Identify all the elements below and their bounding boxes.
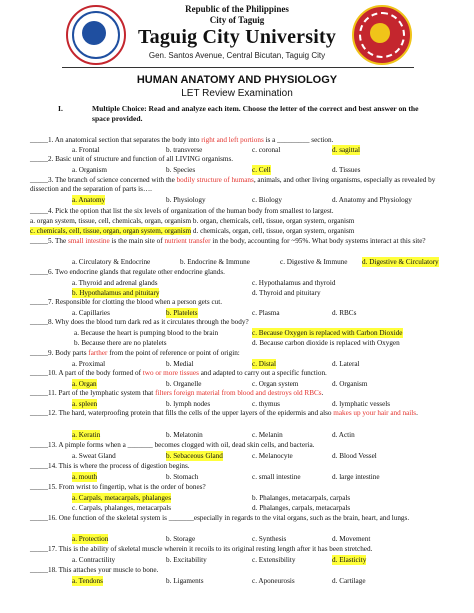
choices-11 <box>30 399 470 409</box>
choice-2c-answer: c. Cell <box>252 166 271 174</box>
choice-10c: c. Organ system <box>252 380 299 388</box>
choice-18a-answer: a. Tendons <box>72 577 103 585</box>
section-number: I. <box>58 104 63 113</box>
choice-17a: a. Contractility <box>72 556 116 564</box>
question-6: _____6. Two endocrine glands that regulate other endocrine glands. <box>30 268 225 276</box>
university-address: Gen. Santos Avenue, Central Bicutan, Taguig City <box>148 51 326 60</box>
choices-10 <box>30 379 470 389</box>
choice-3d: d. Anatomy and Physiology <box>332 196 412 204</box>
choice-2b: b. Species <box>166 166 196 174</box>
choice-17d-answer: d. Elasticity <box>332 556 367 564</box>
choice-2a: a. Organism <box>72 166 108 174</box>
choices-12 <box>30 430 470 440</box>
choice-18d: d. Cartilage <box>332 577 366 585</box>
choices-8-row-2 <box>30 338 470 348</box>
choice-4c-answer: c. chemicals, cell, tissue, organ, organ system, organism <box>30 227 192 235</box>
choices-16 <box>30 534 470 544</box>
choice-12c: c. Melanin <box>252 431 283 439</box>
choice-12a-answer: a. Keratin <box>72 431 101 439</box>
choice-6b-answer: b. Hypothalamus and pituitary <box>72 289 160 297</box>
choice-15c: c. Carpals, phalanges, metacarpals <box>72 504 171 512</box>
choice-13a: a. Sweat Gland <box>72 452 116 460</box>
choice-6c: c. Hypothalamus and thyroid <box>252 279 336 287</box>
question-7: _____7. Responsible for clotting the blood when a person gets cut. <box>30 298 223 306</box>
question-17: _____17. This is the ability of skeletal muscle wherein it recoils to its original resting length after it has been stretched. <box>30 545 373 553</box>
choice-13c: c. Melanocyte <box>252 452 293 460</box>
question-1: _____1. An anatomical section that separates the body into right and left portions is a _________ section. <box>30 136 334 144</box>
choice-11a-answer: a. spleen <box>72 400 98 408</box>
choice-3a-answer: a. Anatomy <box>72 196 106 204</box>
question-5: _____5. The small intestine is the main site of nutrient transfer in the body, accounting for ~95%. What body systems interact at this site? <box>30 237 426 245</box>
choice-1b: b. transverse <box>166 146 203 154</box>
choice-7d: d. RBCs <box>332 309 357 317</box>
choice-9d: d. Lateral <box>332 360 360 368</box>
choice-14d: d. large intestine <box>332 473 380 481</box>
choice-10b: b. Organelle <box>166 380 202 388</box>
choice-9c-answer: c. Distal <box>252 360 276 368</box>
university-name: Taguig City University <box>137 26 337 48</box>
choice-6d: d. Thyroid and pituitary <box>252 289 321 297</box>
choices-1 <box>30 145 470 155</box>
choice-2d: d. Tissues <box>332 166 361 174</box>
instructions-text: Multiple Choice: Read and analyze each item. Choose the letter of the correct and best answer on the space provided. <box>92 104 419 123</box>
choices-13 <box>30 451 470 461</box>
choice-3c: c. Biology <box>252 196 282 204</box>
choice-15a-answer: a. Carpals, metacarpals, phalanges <box>72 494 171 502</box>
question-14: _____14. This is where the process of digestion begins. <box>30 462 190 470</box>
choice-8b: b. Because there are no platelets <box>74 339 167 347</box>
choice-5b: b. Endocrine & Immune <box>180 258 250 266</box>
question-13: _____13. A pimple forms when a _______ becomes clogged with oil, dead skin cells, and bacteria. <box>30 441 315 449</box>
choice-13d: d. Blood Vessel <box>332 452 377 460</box>
choice-7b-answer: b. Platelets <box>166 309 198 317</box>
choices-6-row-2 <box>30 288 470 298</box>
choices-6-row-1 <box>30 278 470 288</box>
choices-8-row-1 <box>30 328 470 338</box>
question-9: _____9. Body parts farther from the point of reference or point of origin: <box>30 349 240 357</box>
choices-3 <box>30 195 470 205</box>
subject-title: HUMAN ANATOMY AND PHYSIOLOGY <box>136 74 338 86</box>
question-11: _____11. Part of the lymphatic system that filters foreign material from blood and destroys old RBCs. <box>30 389 324 397</box>
question-8: _____8. Why does the blood turn dark red as it circulates through the body? <box>30 318 249 326</box>
choices-18 <box>30 576 470 586</box>
exam-title: LET Review Examination <box>181 88 293 99</box>
choices-4-line-1: a. organ system, tissue, cell, chemicals, organ, organism b. organ, chemicals, cell, tissue, organ system, organism <box>30 217 355 225</box>
choices-15-row-1 <box>30 493 470 503</box>
choice-14b: b. Stomach <box>166 473 199 481</box>
choice-5c: c. Digestive & Immune <box>280 258 348 266</box>
choice-5a: a. Circulatory & Endocrine <box>72 258 151 266</box>
question-18: _____18. This attaches your muscle to bone. <box>30 566 159 574</box>
choice-5d-answer: d. Digestive & Circulatory <box>362 258 439 266</box>
choice-16c: c. Synthesis <box>252 535 287 543</box>
choice-16a-answer: a. Protection <box>72 535 109 543</box>
choice-16d: d. Movement <box>332 535 371 543</box>
choice-15b: b. Phalanges, metacarpals, carpals <box>252 494 351 502</box>
choice-9a: a. Proximal <box>72 360 106 368</box>
choice-1d-answer: d. sagittal <box>332 146 360 154</box>
choice-11d: d. lymphatic vessels <box>332 400 391 408</box>
choice-14a-answer: a. mouth <box>72 473 98 481</box>
question-3: _____3. The branch of science concerned with the bodily structure of humans, animals, and other living organisms, especially as revealed by dissection and the separation of parts is…. <box>30 176 436 193</box>
question-4: _____4. Pick the option that list the six levels of organization of the human body from smallest to largest. <box>30 207 334 215</box>
choice-8a: a. Because the heart is pumping blood to the brain <box>74 329 219 337</box>
choices-5 <box>30 257 470 267</box>
letterhead <box>0 0 474 70</box>
choices-4-line-2: c. chemicals, cell, tissue, organ, organ system, organism d. chemicals, organ, cell, tissue, organ system, organism <box>30 227 355 235</box>
choices-2 <box>30 165 470 175</box>
choice-12b: b. Melatonin <box>166 431 203 439</box>
choices-14 <box>30 472 470 482</box>
choice-12d: d. Actin <box>332 431 355 439</box>
choice-18b: b. Ligaments <box>166 577 204 585</box>
choice-17c: c. Extensibility <box>252 556 296 564</box>
choices-17 <box>30 555 470 565</box>
choice-3b: b. Physiology <box>166 196 206 204</box>
choice-1a: a. Frontal <box>72 146 100 154</box>
republic-line: Republic of the Philippines <box>185 4 289 14</box>
choice-9b: b. Medial <box>166 360 194 368</box>
choices-9 <box>30 359 470 369</box>
choice-17b: b. Excitability <box>166 556 207 564</box>
choice-14c: c. small intestine <box>252 473 301 481</box>
question-10: _____10. A part of the body formed of two or more tissues and adapted to carry out a specific function. <box>30 369 327 377</box>
choice-11c: c. thymus <box>252 400 280 408</box>
choice-8c-answer: c. Because Oxygen is replaced with Carbon Dioxide <box>252 329 403 337</box>
choice-13b-answer: b. Sebaceous Gland <box>166 452 223 460</box>
header-divider <box>62 67 414 68</box>
choice-10d: d. Organism <box>332 380 368 388</box>
choice-6a: a. Thyroid and adrenal glands <box>72 279 158 287</box>
choices-7 <box>30 308 470 318</box>
choice-11b: b. lymph nodes <box>166 400 211 408</box>
choice-1c: c. coronal <box>252 146 281 154</box>
choice-16b: b. Storage <box>166 535 196 543</box>
choice-15d: d. Phalanges, carpals, metacarpals <box>252 504 351 512</box>
choice-18c: c. Aponeurosis <box>252 577 295 585</box>
city-line: City of Taguig <box>209 15 265 25</box>
choice-8d: d. Because carbon dioxide is replaced with Oxygen <box>252 339 400 347</box>
choice-7a: a. Capillaries <box>72 309 110 317</box>
question-12: _____12. The hard, waterproofing protein that fills the cells of the upper layers of the epidermis and also makes up your hair and nails. <box>30 409 418 417</box>
choice-7c: c. Plasma <box>252 309 280 317</box>
question-2: _____2. Basic unit of structure and function of all LIVING organisms. <box>30 155 234 163</box>
choices-15-row-2 <box>30 503 470 513</box>
choice-10a-answer: a. Organ <box>72 380 97 388</box>
question-15: _____15. From wrist to fingertip, what is the order of bones? <box>30 483 206 491</box>
question-16: _____16. One function of the skeletal system is _______especially in regards to the vital organs, such as the brain, heart, and lungs. <box>30 514 410 522</box>
